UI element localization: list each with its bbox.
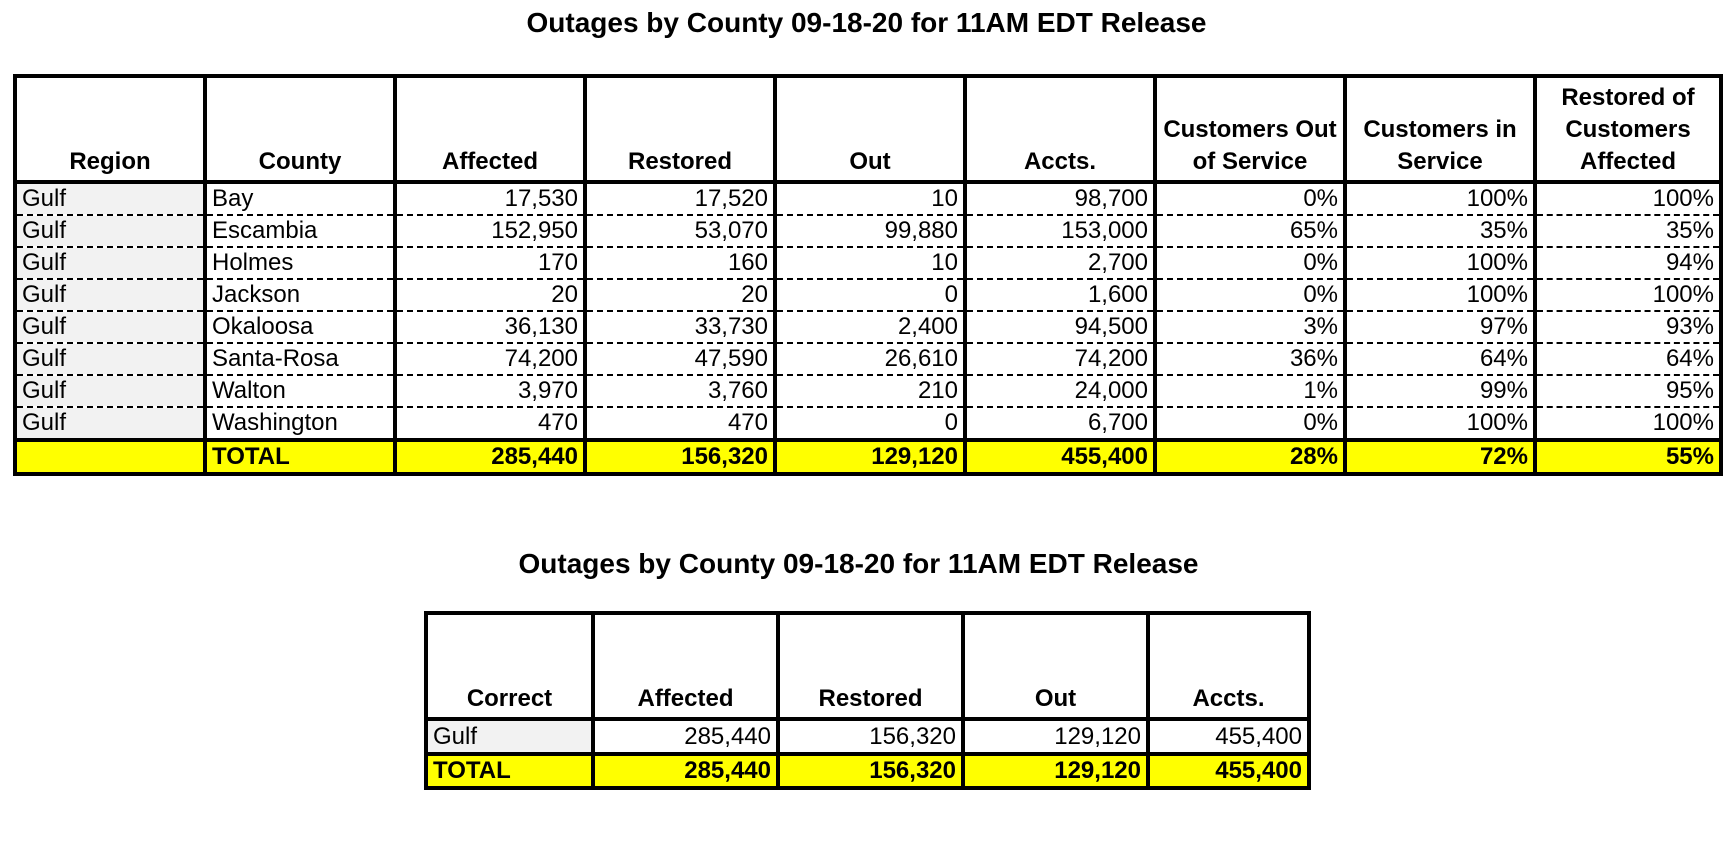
cell-pct-in-service: 97%: [1345, 311, 1535, 343]
cell-out: 10: [775, 247, 965, 279]
col-header-accts: Accts.: [965, 76, 1155, 182]
cell-accts: 94,500: [965, 311, 1155, 343]
table-row: [15, 215, 1721, 247]
cell-pct-out: 3%: [1155, 311, 1345, 343]
col-header-out: Out: [775, 76, 965, 182]
total-cell-affected: 285,440: [395, 440, 585, 474]
cell-accts: 6,700: [965, 407, 1155, 440]
summary-total-row: [426, 754, 1309, 788]
col-header-restored-of-affected: Restored of Customers Affected: [1535, 76, 1721, 182]
table-row: [15, 247, 1721, 279]
cell-county: Bay: [205, 182, 395, 215]
main-table-title: Outages by County 09-18-20 for 11AM EDT Release: [526, 7, 1207, 38]
total-cell-out: 129,120: [963, 754, 1148, 788]
col-header-restored: Restored: [778, 613, 963, 719]
cell-pct-in-service: 99%: [1345, 375, 1535, 407]
col-header-affected: Affected: [593, 613, 778, 719]
cell-pct-in-service: 100%: [1345, 247, 1535, 279]
cell-affected: 285,440: [593, 719, 778, 754]
total-cell-affected: 285,440: [593, 754, 778, 788]
cell-pct-restored: 100%: [1535, 279, 1721, 311]
cell-region: Gulf: [15, 343, 205, 375]
cell-pct-out: 65%: [1155, 215, 1345, 247]
total-cell-accts: 455,400: [1148, 754, 1309, 788]
total-cell-pct-in-service: 72%: [1345, 440, 1535, 474]
col-header-accts: Accts.: [1148, 613, 1309, 719]
table-row: [15, 182, 1721, 215]
cell-out: 10: [775, 182, 965, 215]
cell-county: Escambia: [205, 215, 395, 247]
cell-region: Gulf: [15, 407, 205, 440]
cell-pct-restored: 100%: [1535, 182, 1721, 215]
cell-pct-restored: 95%: [1535, 375, 1721, 407]
cell-restored: 47,590: [585, 343, 775, 375]
cell-region: Gulf: [15, 311, 205, 343]
cell-pct-out: 0%: [1155, 279, 1345, 311]
cell-region: Gulf: [15, 375, 205, 407]
total-row: [15, 440, 1721, 474]
col-header-affected: Affected: [395, 76, 585, 182]
table-row: [15, 311, 1721, 343]
header-row: [15, 76, 1721, 182]
cell-region: Gulf: [15, 279, 205, 311]
cell-pct-in-service: 100%: [1345, 407, 1535, 440]
cell-pct-restored: 94%: [1535, 247, 1721, 279]
cell-restored: 156,320: [778, 719, 963, 754]
total-cell-region: [15, 440, 205, 474]
cell-pct-out: 0%: [1155, 247, 1345, 279]
total-cell-county: TOTAL: [205, 440, 395, 474]
total-cell-correct: TOTAL: [426, 754, 593, 788]
cell-out: 99,880: [775, 215, 965, 247]
cell-pct-in-service: 100%: [1345, 279, 1535, 311]
cell-restored: 33,730: [585, 311, 775, 343]
cell-restored: 160: [585, 247, 775, 279]
total-cell-out: 129,120: [775, 440, 965, 474]
cell-restored: 53,070: [585, 215, 775, 247]
total-cell-pct-out: 28%: [1155, 440, 1345, 474]
cell-affected: 3,970: [395, 375, 585, 407]
col-header-correct: Correct: [426, 613, 593, 719]
cell-region: Gulf: [15, 215, 205, 247]
table-row: [15, 375, 1721, 407]
cell-restored: 3,760: [585, 375, 775, 407]
total-cell-restored: 156,320: [778, 754, 963, 788]
cell-county: Holmes: [205, 247, 395, 279]
cell-pct-out: 0%: [1155, 182, 1345, 215]
table-row: [15, 407, 1721, 440]
cell-accts: 24,000: [965, 375, 1155, 407]
total-cell-pct-restored: 55%: [1535, 440, 1721, 474]
cell-affected: 74,200: [395, 343, 585, 375]
outages-by-county-table: [13, 74, 1723, 476]
cell-pct-out: 0%: [1155, 407, 1345, 440]
col-header-region: Region: [15, 76, 205, 182]
table-row: [15, 343, 1721, 375]
cell-out: 210: [775, 375, 965, 407]
cell-affected: 36,130: [395, 311, 585, 343]
cell-out: 2,400: [775, 311, 965, 343]
cell-pct-in-service: 64%: [1345, 343, 1535, 375]
cell-pct-out: 36%: [1155, 343, 1345, 375]
cell-restored: 17,520: [585, 182, 775, 215]
summary-table-title: Outages by County 09-18-20 for 11AM EDT Release: [518, 548, 1199, 579]
cell-correct: Gulf: [426, 719, 593, 754]
cell-affected: 20: [395, 279, 585, 311]
col-header-out: Out: [963, 613, 1148, 719]
cell-pct-restored: 35%: [1535, 215, 1721, 247]
summary-table: [424, 611, 1311, 790]
cell-out: 0: [775, 279, 965, 311]
cell-affected: 152,950: [395, 215, 585, 247]
cell-restored: 470: [585, 407, 775, 440]
total-cell-restored: 156,320: [585, 440, 775, 474]
cell-county: Okaloosa: [205, 311, 395, 343]
cell-county: Walton: [205, 375, 395, 407]
cell-region: Gulf: [15, 247, 205, 279]
cell-affected: 17,530: [395, 182, 585, 215]
cell-county: Jackson: [205, 279, 395, 311]
cell-affected: 170: [395, 247, 585, 279]
cell-pct-restored: 100%: [1535, 407, 1721, 440]
total-cell-accts: 455,400: [965, 440, 1155, 474]
cell-county: Washington: [205, 407, 395, 440]
cell-accts: 98,700: [965, 182, 1155, 215]
cell-accts: 1,600: [965, 279, 1155, 311]
cell-out: 129,120: [963, 719, 1148, 754]
summary-header-row: [426, 613, 1309, 719]
cell-out: 0: [775, 407, 965, 440]
cell-affected: 470: [395, 407, 585, 440]
cell-accts: 153,000: [965, 215, 1155, 247]
table-row: [426, 719, 1309, 754]
cell-pct-in-service: 100%: [1345, 182, 1535, 215]
cell-pct-restored: 93%: [1535, 311, 1721, 343]
cell-pct-in-service: 35%: [1345, 215, 1535, 247]
cell-pct-out: 1%: [1155, 375, 1345, 407]
table-row: [15, 279, 1721, 311]
col-header-restored: Restored: [585, 76, 775, 182]
cell-out: 26,610: [775, 343, 965, 375]
cell-region: Gulf: [15, 182, 205, 215]
col-header-customers-out-of-service: Customers Out of Service: [1155, 76, 1345, 182]
cell-accts: 455,400: [1148, 719, 1309, 754]
cell-accts: 2,700: [965, 247, 1155, 279]
cell-accts: 74,200: [965, 343, 1155, 375]
cell-pct-restored: 64%: [1535, 343, 1721, 375]
col-header-customers-in-service: Customers in Service: [1345, 76, 1535, 182]
cell-county: Santa-Rosa: [205, 343, 395, 375]
col-header-county: County: [205, 76, 395, 182]
cell-restored: 20: [585, 279, 775, 311]
